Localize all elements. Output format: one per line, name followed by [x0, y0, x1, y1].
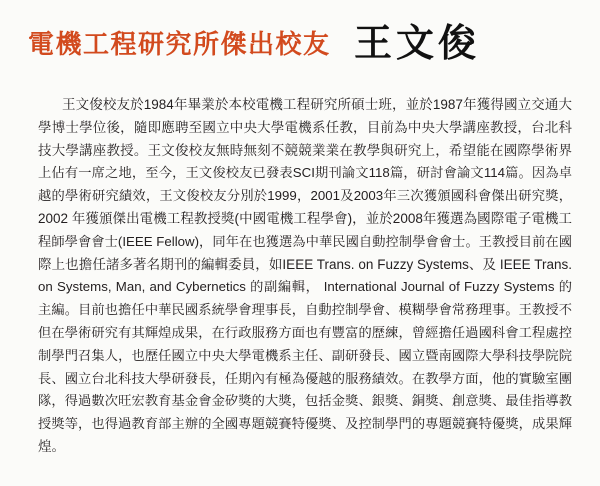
paragraph-line: 越的學術研究績效，王文俊校友分別於1999，2001及2003年三次獲頒國科會傑出研究獎，	[38, 188, 572, 204]
paragraph-line: 煌。	[38, 438, 65, 454]
paragraph-line: 但在學術研究有其輝煌成果，在行政服務方面也有豐富的歷練，曾經擔任過國科會工程處控	[38, 324, 572, 340]
paragraph-line: on Systems, Man, and Cybernetics 的副編輯， International Journal of Fuzzy Systems 的	[38, 279, 572, 295]
alumnus-name: 王文俊	[354, 20, 481, 65]
biography-paragraph	[38, 94, 572, 459]
heading-subtitle: 電機工程研究所傑出校友	[28, 30, 331, 60]
paragraph-line: 王文俊校友於1984年畢業於本校電機工程研究所碩士班，並於1987年獲得國立交通大	[62, 97, 572, 112]
paragraph-line: 程師學會會士(IEEE Fellow)，同年在也獲選為中華民國自動控制學會會士。王教授目前在國	[38, 233, 572, 249]
paragraph-line: 上佔有一席之地，至今，王文俊校友已發表SCI期刊論文118篇，研討會論文114篇。因為卓	[38, 165, 572, 181]
paragraph-line: 制學門召集人，也歷任國立中央大學電機系主任、副研發長、國立暨南國際大學科技學院院	[38, 347, 572, 363]
paragraph-line: 主編。目前也擔任中華民國系統學會理事長，自動控制學會、模糊學會常務理事。王教授不	[38, 302, 572, 318]
paragraph-line: 技大學講座教授。王文俊校友無時無刻不競競業業在教學與研究上，希望能在國際學術界	[38, 142, 572, 158]
paragraph-line: 長、國立台北科技大學研發長，任期內有極為優越的服務績效。在教學方面，他的實驗室團	[38, 370, 572, 386]
paragraph-line: 學博士學位後，隨即應聘至國立中央大學電機系任教，目前為中央大學講座教授，台北科	[38, 119, 572, 135]
paragraph-line: 隊，得過數次旺宏教育基金會金矽獎的大獎，包括金獎、銀獎、銅獎、創意獎、最佳指導教	[38, 393, 572, 409]
paragraph-line: 際上也擔任諸多著名期刊的編輯委員，如IEEE Trans. on Fuzzy Systems、及 IEEE Trans.	[38, 256, 572, 272]
paragraph-line: 授獎等，也得過教育部主辦的全國專題競賽特優獎、及控制學門的專題競賽特優獎，成果輝	[38, 416, 572, 432]
paragraph-line: 2002 年獲頒傑出電機工程教授獎(中國電機工程學會)，並於2008年獲選為國際電子電機工	[38, 210, 572, 226]
